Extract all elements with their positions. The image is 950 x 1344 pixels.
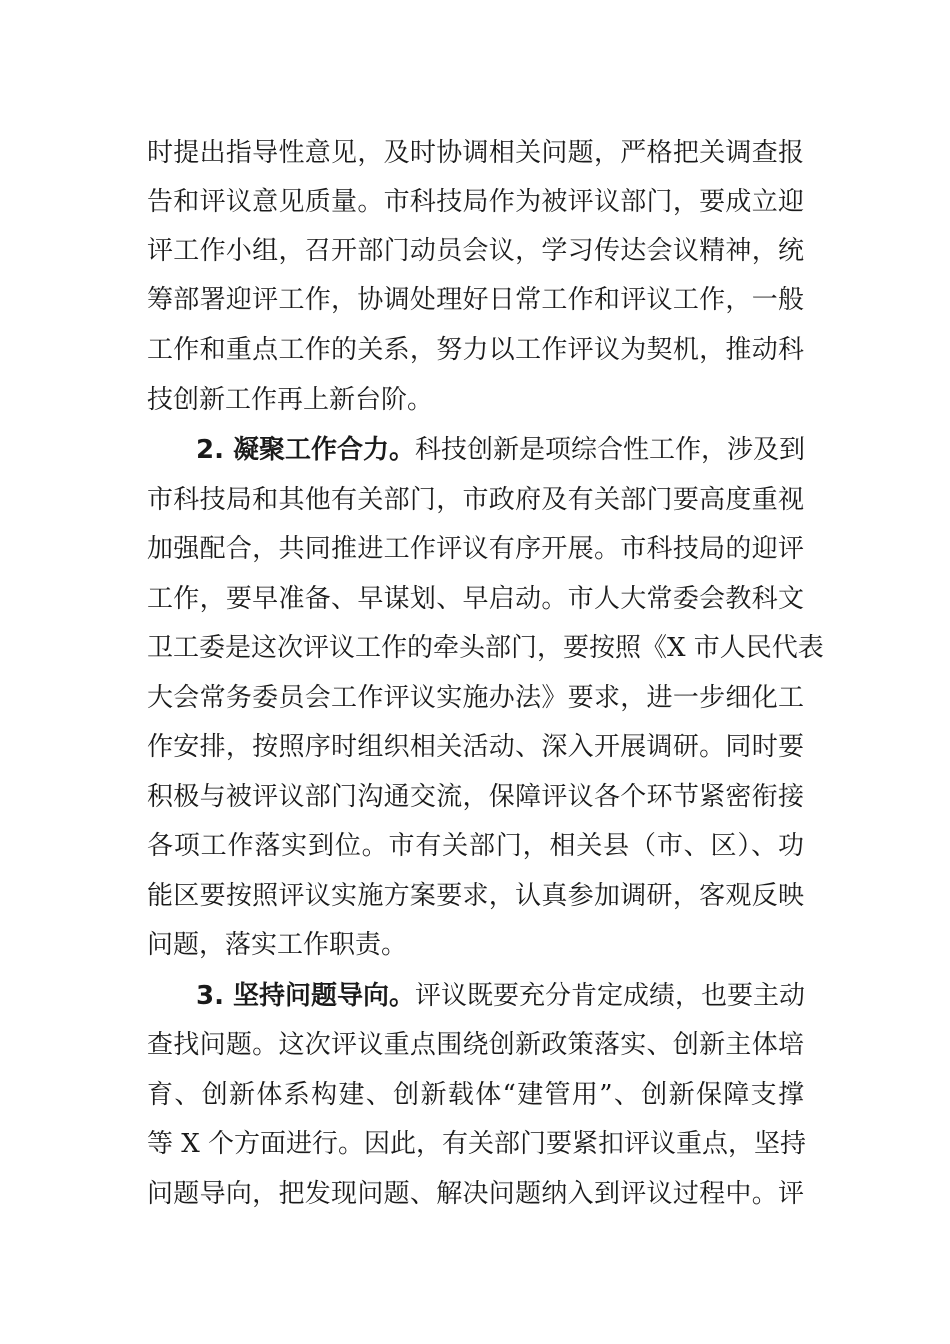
- text-line: 工作和重点工作的关系，努力以工作评议为契机，推动科: [147, 335, 804, 365]
- section-2-heading: 2. 凝聚工作合力。: [196, 435, 416, 465]
- section-2-first-line-text: 科技创新是项综合性工作，涉及到: [415, 435, 806, 465]
- text-line: 查找问题。这次评议重点围绕创新政策落实、创新主体培: [147, 1030, 804, 1060]
- section-3-heading: 3. 坚持问题导向。: [196, 981, 416, 1011]
- text-line: 筹部署迎评工作，协调处理好日常工作和评议工作，一般: [147, 285, 804, 315]
- text-line: 工作，要早准备、早谋划、早启动。市人大常委会教科文: [147, 584, 804, 614]
- section-3-first-line-text: 评议既要充分肯定成绩，也要主动: [415, 981, 806, 1011]
- text-line: 告和评议意见质量。市科技局作为被评议部门，要成立迎: [147, 187, 804, 217]
- text-line: 市科技局和其他有关部门，市政府及有关部门要高度重视: [147, 485, 804, 515]
- section-3-first-line: [196, 976, 804, 1016]
- text-line: 问题，落实工作职责。: [147, 930, 408, 960]
- text-line: 各项工作落实到位。市有关部门，相关县（市、区）、功: [147, 831, 804, 861]
- text-line: 问题导向，把发现问题、解决问题纳入到评议过程中。评: [147, 1179, 804, 1209]
- text-line: 积极与被评议部门沟通交流，保障评议各个环节紧密衔接: [147, 782, 804, 812]
- text-line: 时提出指导性意见，及时协调相关问题，严格把关调查报: [147, 138, 804, 168]
- text-line: 评工作小组，召开部门动员会议，学习传达会议精神，统: [147, 236, 804, 266]
- section-2-first-line: [196, 430, 804, 470]
- text-line: 卫工委是这次评议工作的牵头部门，要按照《X 市人民代表: [147, 633, 824, 663]
- text-line: 等 X 个方面进行。因此，有关部门要紧扣评议重点，坚持: [147, 1129, 807, 1159]
- text-line: 能区要按照评议实施方案要求，认真参加调研，客观反映: [147, 881, 804, 911]
- text-line: 加强配合，共同推进工作评议有序开展。市科技局的迎评: [147, 534, 804, 564]
- text-line: 育、创新体系构建、创新载体“建管用”、创新保障支撑: [147, 1080, 804, 1110]
- text-line: 技创新工作再上新台阶。: [147, 385, 434, 415]
- text-line: 大会常务委员会工作评议实施办法》要求，进一步细化工: [147, 683, 804, 713]
- text-line: 作安排，按照序时组织相关活动、深入开展调研。同时要: [147, 732, 804, 762]
